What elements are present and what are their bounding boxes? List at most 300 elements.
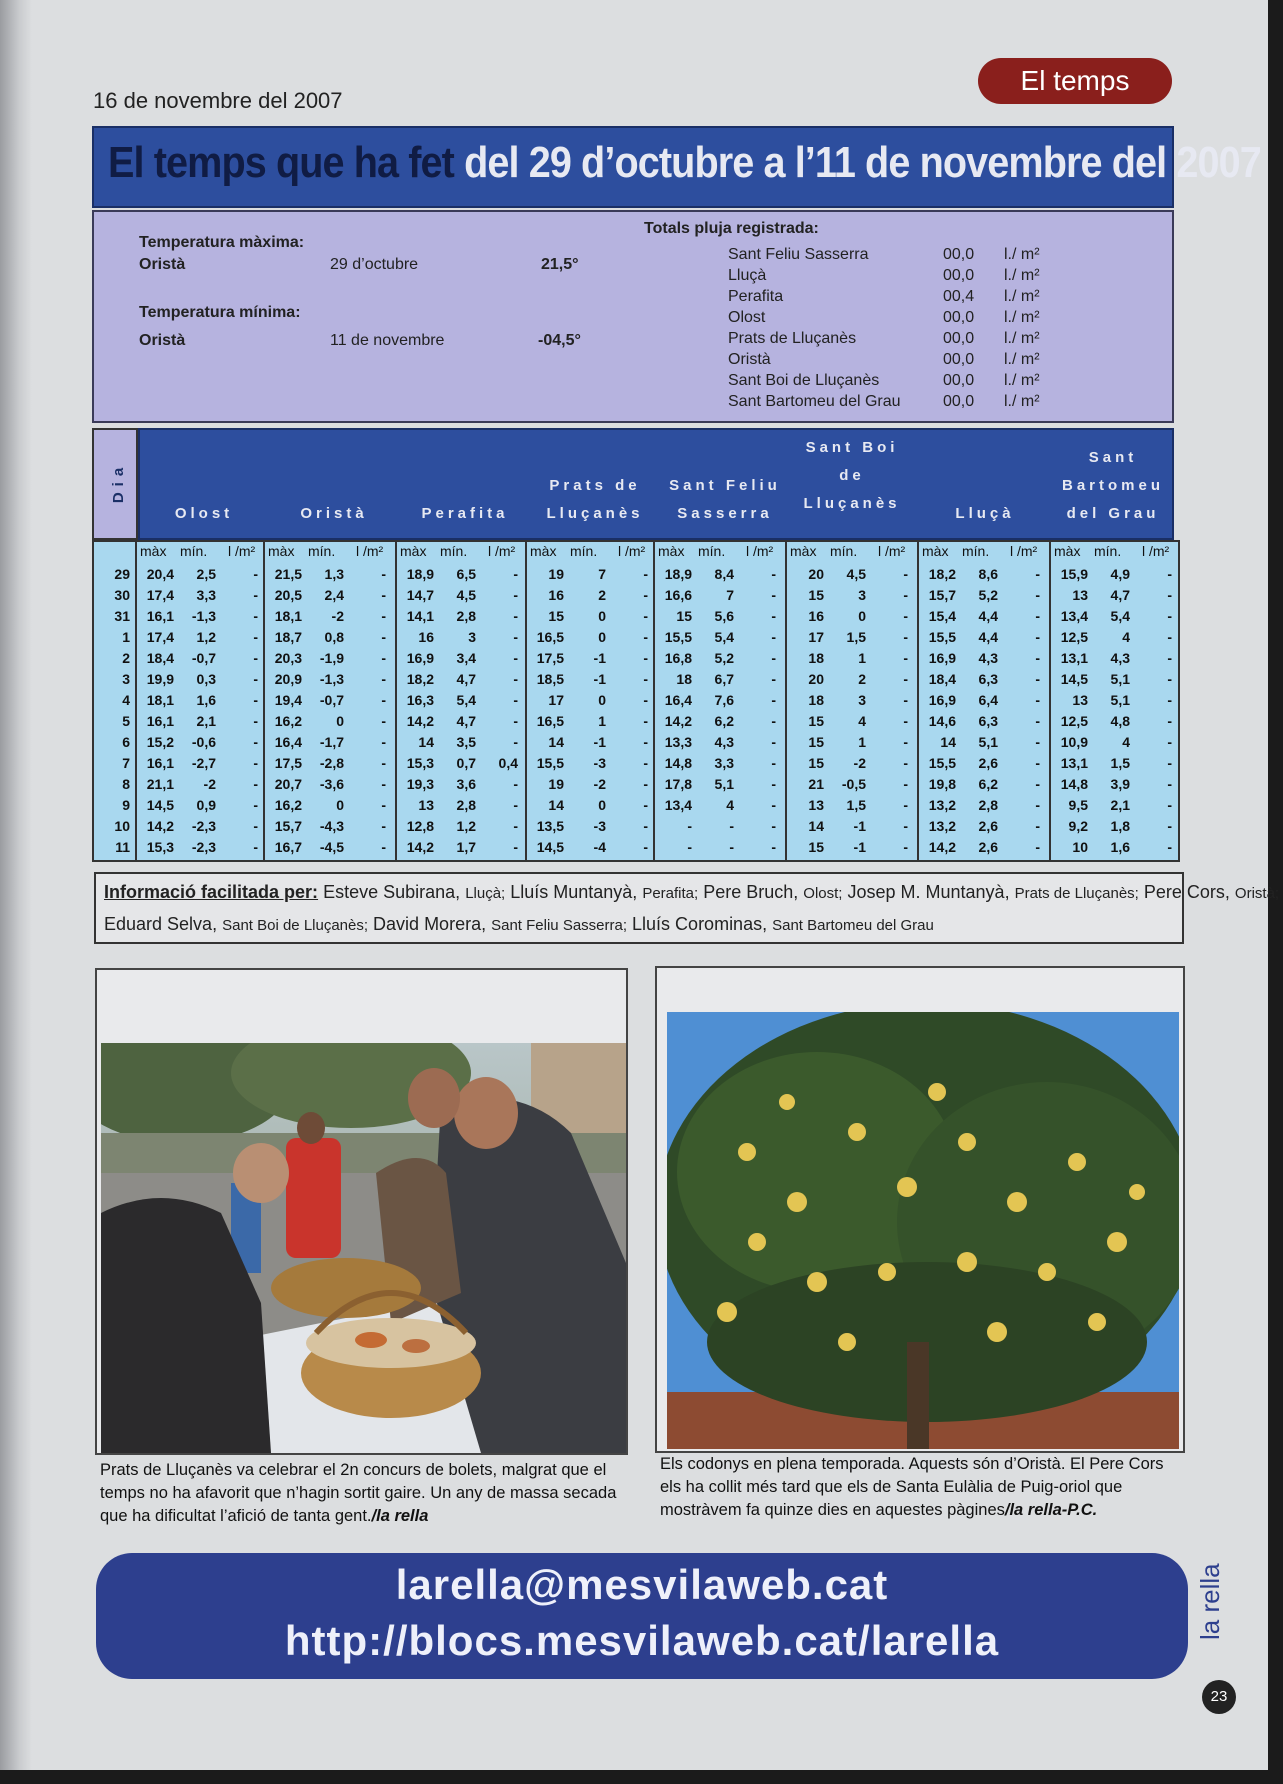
table-cell: 4,9 bbox=[1110, 566, 1130, 582]
table-cell: - bbox=[513, 734, 518, 750]
section-badge: El temps bbox=[978, 58, 1172, 104]
table-cell: 18,1 bbox=[274, 608, 302, 624]
table-cell: -1,9 bbox=[319, 650, 344, 666]
rain-value: 00,0 bbox=[943, 372, 975, 389]
table-cell: -1,3 bbox=[191, 608, 216, 624]
table-cell: 6,2 bbox=[714, 713, 734, 729]
table-cell: -4 bbox=[593, 839, 606, 855]
table-cell: - bbox=[1167, 692, 1172, 708]
table-cell: - bbox=[771, 776, 776, 792]
table-cell: 5,1 bbox=[1110, 671, 1130, 687]
table-cell: 16,4 bbox=[274, 734, 302, 750]
table-cell: 20,7 bbox=[274, 776, 302, 792]
table-cell: 2,1 bbox=[196, 713, 216, 729]
table-cell: 21,1 bbox=[146, 776, 174, 792]
table-cell: -4,3 bbox=[319, 818, 344, 834]
dia-header bbox=[92, 428, 138, 540]
table-cell: 1,8 bbox=[1110, 818, 1130, 834]
table-cell: 13,3 bbox=[664, 734, 692, 750]
table-cell: - bbox=[513, 608, 518, 624]
table-cell: 2,5 bbox=[196, 566, 216, 582]
table-cell: - bbox=[643, 818, 648, 834]
table-cell: 4,4 bbox=[978, 629, 998, 645]
day-cell: 10 bbox=[114, 818, 130, 834]
side-brand: la rella bbox=[1195, 1563, 1225, 1640]
table-cell: - bbox=[513, 797, 518, 813]
table-cell: 16 bbox=[548, 587, 564, 603]
table-cell: 4 bbox=[1122, 734, 1130, 750]
table-cell: 13,5 bbox=[536, 818, 564, 834]
table-cell: - bbox=[1167, 776, 1172, 792]
table-cell: - bbox=[1035, 839, 1040, 855]
station-orista: Oristà bbox=[300, 505, 368, 522]
min-temp-value: -04,5° bbox=[538, 332, 581, 349]
table-cell: 10 bbox=[1072, 839, 1088, 855]
table-cell: 3,9 bbox=[1110, 776, 1130, 792]
credit-place: Sant Bartomeu del Grau bbox=[772, 917, 934, 934]
table-cell: 21,5 bbox=[274, 566, 302, 582]
table-cell: - bbox=[1035, 608, 1040, 624]
table-cell: 2,4 bbox=[324, 587, 344, 603]
table-cell: - bbox=[1035, 566, 1040, 582]
rain-unit: l./ m² bbox=[1004, 351, 1040, 368]
table-cell: - bbox=[903, 671, 908, 687]
blog-url[interactable]: http://blocs.mesvilaweb.cat/larella bbox=[284, 1617, 1000, 1664]
table-cell: - bbox=[643, 713, 648, 729]
table-cell: - bbox=[771, 629, 776, 645]
max-temp-place: Oristà bbox=[139, 256, 186, 273]
table-cell: - bbox=[903, 818, 908, 834]
table-cell: 1,6 bbox=[1110, 839, 1130, 855]
table-cell: 12,5 bbox=[1060, 713, 1088, 729]
table-cell: 16 bbox=[808, 608, 824, 624]
table-cell: 4,3 bbox=[978, 650, 998, 666]
table-cell: 14,1 bbox=[406, 608, 434, 624]
rain-place: Lluçà bbox=[728, 267, 767, 284]
rain-unit: l./ m² bbox=[1004, 393, 1040, 410]
table-cell: - bbox=[643, 650, 648, 666]
table-cell: - bbox=[771, 755, 776, 771]
table-cell: 16 bbox=[418, 629, 434, 645]
table-cell: - bbox=[1167, 818, 1172, 834]
table-cell: 4,7 bbox=[1110, 587, 1130, 603]
table-cell: - bbox=[253, 692, 258, 708]
title-part1: El temps que ha fet bbox=[108, 138, 454, 187]
table-cell: - bbox=[253, 818, 258, 834]
table-cell: -2 bbox=[331, 608, 344, 624]
rain-place: Perafita bbox=[728, 288, 784, 305]
table-cell: - bbox=[253, 608, 258, 624]
photo2-caption-credit: /la rella-P.C. bbox=[1004, 1501, 1098, 1519]
table-cell: 14 bbox=[418, 734, 434, 750]
column-subheader: màx bbox=[1054, 543, 1081, 559]
table-cell: 0 bbox=[598, 629, 606, 645]
table-cell: 5,4 bbox=[714, 629, 734, 645]
table-cell: - bbox=[643, 566, 648, 582]
table-cell: 8,6 bbox=[978, 566, 998, 582]
table-cell: 15,2 bbox=[146, 734, 174, 750]
table-cell: 16,5 bbox=[536, 713, 564, 729]
table-cell: - bbox=[1167, 587, 1172, 603]
table-cell: 2,8 bbox=[456, 797, 476, 813]
table-cell: 14,2 bbox=[406, 713, 434, 729]
table-cell: - bbox=[1035, 713, 1040, 729]
table-header bbox=[92, 428, 1174, 540]
table-cell: 2,8 bbox=[456, 608, 476, 624]
table-cell: 12,8 bbox=[406, 818, 434, 834]
table-cell: 20,9 bbox=[274, 671, 302, 687]
table-cell: 14,7 bbox=[406, 587, 434, 603]
table-cell: 15 bbox=[808, 755, 824, 771]
table-cell: 16,1 bbox=[146, 755, 174, 771]
table-cell: - bbox=[729, 839, 734, 855]
column-subheader: mín. bbox=[570, 543, 598, 559]
table-cell: 16,2 bbox=[274, 713, 302, 729]
day-cell: 11 bbox=[115, 839, 130, 855]
rain-value: 00,0 bbox=[943, 246, 975, 263]
column-subheader: l /m² bbox=[1142, 543, 1170, 559]
table-cell: 18,5 bbox=[536, 671, 564, 687]
table-cell: 13 bbox=[418, 797, 434, 813]
table-cell: -3 bbox=[593, 755, 606, 771]
table-cell: - bbox=[1035, 692, 1040, 708]
table-cell: 5,1 bbox=[978, 734, 998, 750]
table-cell: - bbox=[1167, 734, 1172, 750]
rain-unit: l./ m² bbox=[1004, 246, 1040, 263]
mushroom-contest-photo bbox=[101, 1043, 626, 1453]
table-cell: - bbox=[381, 734, 386, 750]
day-cell: 30 bbox=[114, 587, 130, 603]
table-cell: - bbox=[771, 587, 776, 603]
table-cell: - bbox=[729, 818, 734, 834]
table-cell: - bbox=[1167, 797, 1172, 813]
table-cell: 16,9 bbox=[928, 650, 956, 666]
credit-place: Lluçà; bbox=[465, 885, 506, 902]
table-cell: - bbox=[903, 650, 908, 666]
station-header-bar bbox=[138, 428, 1174, 540]
table-cell: - bbox=[1035, 629, 1040, 645]
table-cell: 18,4 bbox=[928, 671, 956, 687]
table-cell: 18 bbox=[808, 692, 824, 708]
table-cell: 14 bbox=[808, 818, 824, 834]
table-cell: 5,2 bbox=[978, 587, 998, 603]
table-cell: - bbox=[903, 692, 908, 708]
table-cell: - bbox=[903, 587, 908, 603]
table-cell: - bbox=[253, 566, 258, 582]
table-cell: 3 bbox=[858, 692, 866, 708]
column-subheader: l /m² bbox=[878, 543, 906, 559]
table-cell: 0 bbox=[336, 797, 344, 813]
article-title bbox=[108, 138, 1261, 188]
table-cell: -2 bbox=[203, 776, 216, 792]
table-cell: - bbox=[253, 734, 258, 750]
table-cell: - bbox=[253, 671, 258, 687]
photo-frame-quince bbox=[655, 966, 1185, 1453]
table-cell: 15,5 bbox=[928, 755, 956, 771]
table-cell: 0 bbox=[858, 608, 866, 624]
day-cell: 8 bbox=[122, 776, 130, 792]
credits-label: Informació facilitada per: bbox=[104, 882, 319, 902]
table-cell: 13,4 bbox=[664, 797, 692, 813]
table-cell: 17 bbox=[548, 692, 564, 708]
table-cell: - bbox=[1167, 566, 1172, 582]
table-cell: -0,6 bbox=[191, 734, 216, 750]
table-cell: -1 bbox=[853, 839, 866, 855]
rain-value: 00,0 bbox=[943, 309, 975, 326]
table-cell: 14,2 bbox=[664, 713, 692, 729]
table-cell: 15,5 bbox=[664, 629, 692, 645]
table-cell: 15 bbox=[676, 608, 692, 624]
table-cell: 20 bbox=[808, 566, 824, 582]
table-cell: 15 bbox=[808, 587, 824, 603]
station-olost: Olost bbox=[174, 505, 234, 522]
table-cell: 16,7 bbox=[274, 839, 302, 855]
table-cell: - bbox=[771, 797, 776, 813]
table-cell: 16,9 bbox=[928, 692, 956, 708]
column-subheader: màx bbox=[268, 543, 295, 559]
table-cell: 14,2 bbox=[146, 818, 174, 834]
table-cell: - bbox=[1167, 650, 1172, 666]
table-cell: -0,7 bbox=[319, 692, 344, 708]
table-cell: 14 bbox=[548, 797, 564, 813]
table-cell: 18,1 bbox=[146, 692, 174, 708]
credit-place: Sant Feliu Sasserra; bbox=[491, 917, 628, 934]
credit-name: Lluís Corominas, bbox=[632, 914, 768, 934]
table-cell: 4 bbox=[1122, 629, 1130, 645]
table-cell: 19,9 bbox=[146, 671, 174, 687]
table-cell: 13,2 bbox=[928, 797, 956, 813]
table-cell: -2 bbox=[593, 776, 606, 792]
table-cell: - bbox=[771, 734, 776, 750]
table-cell: - bbox=[643, 755, 648, 771]
credits-box bbox=[94, 872, 1280, 944]
table-cell: 1,6 bbox=[196, 692, 216, 708]
rain-place: Oristà bbox=[728, 351, 771, 368]
table-cell: 2,6 bbox=[978, 755, 998, 771]
column-subheader: màx bbox=[140, 543, 167, 559]
table-cell: 18,9 bbox=[664, 566, 692, 582]
table-cell: 12,5 bbox=[1060, 629, 1088, 645]
credit-place: Oristà; bbox=[1234, 885, 1280, 902]
rain-place: Sant Feliu Sasserra bbox=[728, 246, 869, 263]
table-cell: - bbox=[381, 797, 386, 813]
table-cell: - bbox=[903, 629, 908, 645]
table-cell: - bbox=[643, 776, 648, 792]
table-cell: 20 bbox=[808, 671, 824, 687]
table-cell: 6,2 bbox=[978, 776, 998, 792]
column-subheader: màx bbox=[530, 543, 557, 559]
table-cell: -1 bbox=[593, 671, 606, 687]
table-cell: 19 bbox=[548, 566, 564, 582]
rain-unit: l./ m² bbox=[1004, 288, 1040, 305]
column-subheader: l /m² bbox=[1010, 543, 1038, 559]
rain-unit: l./ m² bbox=[1004, 267, 1040, 284]
table-cell: -2 bbox=[853, 755, 866, 771]
table-cell: 4,7 bbox=[456, 671, 476, 687]
table-cell: - bbox=[381, 608, 386, 624]
column-subheader: mín. bbox=[830, 543, 858, 559]
table-cell: -4,5 bbox=[319, 839, 344, 855]
table-cell: - bbox=[513, 671, 518, 687]
max-temp-date: 29 d’octubre bbox=[330, 256, 419, 273]
table-cell: - bbox=[903, 713, 908, 729]
day-cell: 29 bbox=[114, 566, 130, 582]
table-cell: 14,8 bbox=[1060, 776, 1088, 792]
table-cell: - bbox=[903, 755, 908, 771]
rain-value: 00,0 bbox=[943, 267, 975, 284]
table-cell: 13 bbox=[808, 797, 824, 813]
column-subheader: l /m² bbox=[356, 543, 384, 559]
table-cell: 4,3 bbox=[714, 734, 734, 750]
table-cell: 15,3 bbox=[146, 839, 174, 855]
table-cell: - bbox=[1035, 755, 1040, 771]
table-cell: - bbox=[513, 692, 518, 708]
table-cell: - bbox=[381, 566, 386, 582]
day-cell: 3 bbox=[122, 671, 130, 687]
table-cell: 20,5 bbox=[274, 587, 302, 603]
table-cell: 4,3 bbox=[1110, 650, 1130, 666]
table-cell: 3,6 bbox=[456, 776, 476, 792]
table-cell: 4,7 bbox=[456, 713, 476, 729]
table-cell: 3,3 bbox=[714, 755, 734, 771]
table-cell: 16,5 bbox=[536, 629, 564, 645]
table-cell: 13 bbox=[1072, 587, 1088, 603]
table-cell: - bbox=[381, 755, 386, 771]
table-cell: - bbox=[903, 797, 908, 813]
table-cell: - bbox=[381, 713, 386, 729]
table-cell: 16,4 bbox=[664, 692, 692, 708]
table-cell: 3,3 bbox=[196, 587, 216, 603]
station-sant-bartomeu: Sant Bartomeu del Grau bbox=[1061, 449, 1164, 522]
table-cell: - bbox=[643, 797, 648, 813]
table-cell: 4,5 bbox=[846, 566, 866, 582]
table-cell: - bbox=[643, 587, 648, 603]
rain-unit: l./ m² bbox=[1004, 372, 1040, 389]
credit-name: Pere Cors, bbox=[1143, 882, 1230, 902]
table-cell: 5,1 bbox=[1110, 692, 1130, 708]
table-cell: -1 bbox=[593, 734, 606, 750]
table-cell: 7,6 bbox=[714, 692, 734, 708]
min-temp-place: Oristà bbox=[139, 332, 186, 349]
credits-line-2 bbox=[104, 914, 934, 935]
table-cell: 1,3 bbox=[324, 566, 344, 582]
table-cell: 14 bbox=[940, 734, 956, 750]
table-cell: 0,3 bbox=[196, 671, 216, 687]
contact-email[interactable]: larella@mesvilaweb.cat bbox=[395, 1561, 889, 1608]
column-subheader: màx bbox=[400, 543, 427, 559]
table-cell: 14,8 bbox=[664, 755, 692, 771]
table-cell: 3 bbox=[858, 587, 866, 603]
table-cell: - bbox=[1035, 797, 1040, 813]
table-cell: 4,5 bbox=[456, 587, 476, 603]
table-cell: - bbox=[771, 839, 776, 855]
credit-name: Josep M. Muntanyà, bbox=[847, 882, 1010, 902]
rain-totals-label: Totals pluja registrada: bbox=[644, 220, 819, 237]
table-cell: - bbox=[771, 566, 776, 582]
station-perafita: Perafita bbox=[421, 505, 509, 522]
table-cell: 1,5 bbox=[846, 629, 866, 645]
table-cell: - bbox=[1035, 734, 1040, 750]
table-cell: - bbox=[253, 755, 258, 771]
table-cell: 19,3 bbox=[406, 776, 434, 792]
table-cell: - bbox=[381, 671, 386, 687]
table-cell: 15 bbox=[548, 608, 564, 624]
table-cell: 15 bbox=[808, 839, 824, 855]
table-cell: -2,3 bbox=[191, 839, 216, 855]
table-cell: 15 bbox=[808, 734, 824, 750]
table-cell: 17,4 bbox=[146, 629, 174, 645]
table-cell: 18,7 bbox=[274, 629, 302, 645]
credit-place: Sant Boi de Lluçanès; bbox=[222, 917, 369, 934]
table-cell: -1 bbox=[853, 818, 866, 834]
station-sant-feliu: Sant Feliu Sasserra bbox=[669, 477, 781, 522]
table-cell: 2 bbox=[598, 587, 606, 603]
table-cell: 18,4 bbox=[146, 650, 174, 666]
table-cell: 16,6 bbox=[664, 587, 692, 603]
photo1-caption bbox=[100, 1459, 625, 1528]
table-cell: 15,3 bbox=[406, 755, 434, 771]
table-cell: 3,5 bbox=[456, 734, 476, 750]
credit-place: Prats de Lluçanès; bbox=[1014, 885, 1139, 902]
credit-place: Perafita; bbox=[642, 885, 699, 902]
table-cell: 4,8 bbox=[1110, 713, 1130, 729]
table-cell: 19,8 bbox=[928, 776, 956, 792]
table-cell: -2,8 bbox=[319, 755, 344, 771]
table-cell: - bbox=[1167, 755, 1172, 771]
day-cell: 31 bbox=[114, 608, 130, 624]
table-cell: 15,5 bbox=[536, 755, 564, 771]
table-cell: 16,1 bbox=[146, 713, 174, 729]
table-cell: 1,7 bbox=[456, 839, 476, 855]
column-subheader: mín. bbox=[698, 543, 726, 559]
contact-banner bbox=[96, 1553, 1188, 1679]
rain-value: 00,4 bbox=[943, 288, 975, 305]
day-cell: 7 bbox=[122, 755, 130, 771]
table-cell: 13,4 bbox=[1060, 608, 1088, 624]
credit-name: Eduard Selva, bbox=[104, 914, 218, 934]
table-cell: - bbox=[771, 713, 776, 729]
max-temp-label: Temperatura màxima: bbox=[139, 234, 305, 251]
table-cell: - bbox=[1035, 776, 1040, 792]
table-cell: 13 bbox=[1072, 692, 1088, 708]
table-cell: 18,2 bbox=[406, 671, 434, 687]
table-cell: - bbox=[643, 692, 648, 708]
day-cell: 6 bbox=[122, 734, 130, 750]
column-subheader: mín. bbox=[1094, 543, 1122, 559]
table-cell: 13,1 bbox=[1060, 650, 1088, 666]
table-cell: -0,7 bbox=[191, 650, 216, 666]
table-cell: - bbox=[1035, 671, 1040, 687]
table-cell: 19,4 bbox=[274, 692, 302, 708]
table-cell: 18 bbox=[676, 671, 692, 687]
table-cell: - bbox=[381, 839, 386, 855]
table-cell: -3,6 bbox=[319, 776, 344, 792]
table-cell: 2 bbox=[858, 671, 866, 687]
day-cell: 5 bbox=[122, 713, 130, 729]
table-cell: - bbox=[1035, 587, 1040, 603]
table-cell: 4 bbox=[858, 713, 866, 729]
table-cell: - bbox=[253, 650, 258, 666]
table-cell: - bbox=[513, 650, 518, 666]
table-cell: - bbox=[513, 566, 518, 582]
table-cell: 17,5 bbox=[274, 755, 302, 771]
table-cell: 16,1 bbox=[146, 608, 174, 624]
table-cell: - bbox=[381, 776, 386, 792]
table-cell: - bbox=[513, 839, 518, 855]
table-cell: 9,2 bbox=[1068, 818, 1088, 834]
page-number: 23 bbox=[1202, 1680, 1236, 1714]
table-cell: - bbox=[771, 608, 776, 624]
